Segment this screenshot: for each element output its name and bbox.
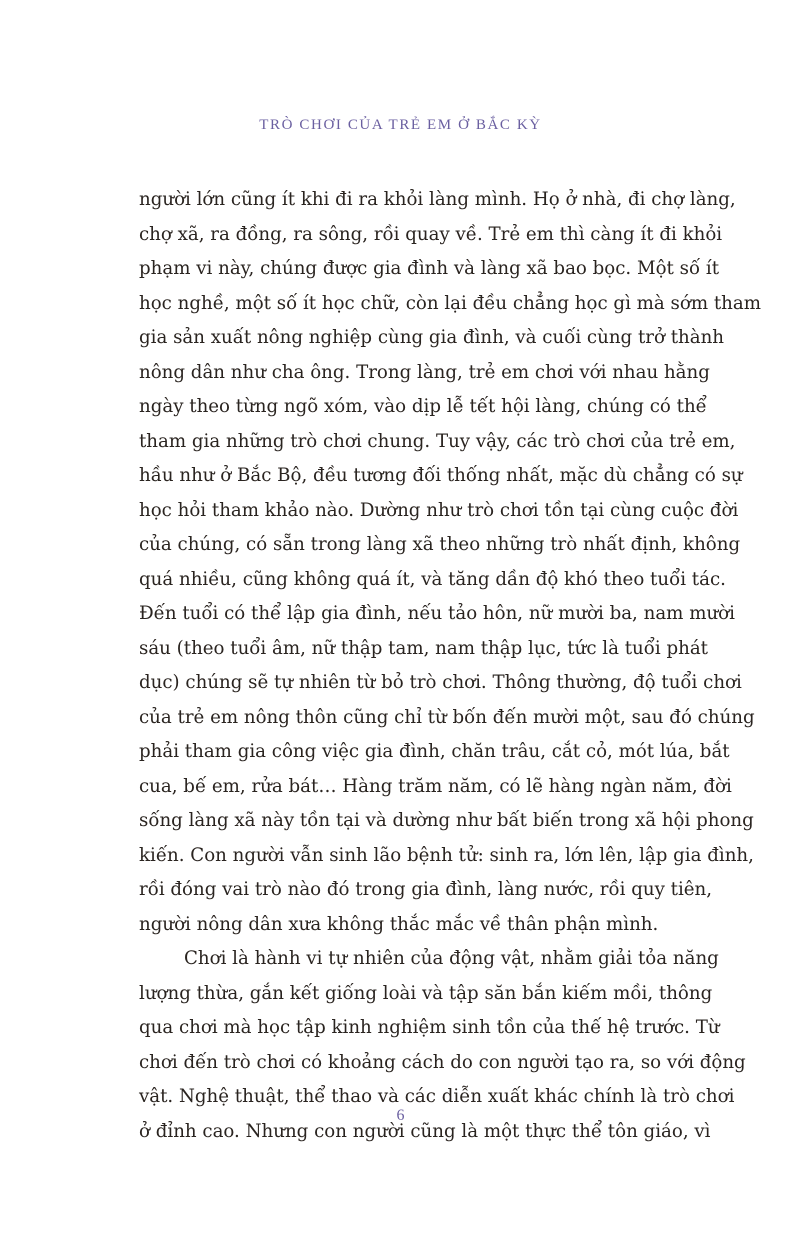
text-line: người lớn cũng ít khi đi ra khỏi làng mình. Họ ở nhà, đi chợ làng, xyxy=(139,189,736,210)
text-line: nông dân như cha ông. Trong làng, trẻ em chơi với nhau hằng xyxy=(139,361,710,383)
text-line: sáu (theo tuổi âm, nữ thập tam, nam thập lục, tức là tuổi phát xyxy=(139,637,708,659)
text-line: chơi đến trò chơi có khoảng cách do con người tạo ra, so với động xyxy=(139,1051,746,1073)
text-line: phạm vi này, chúng được gia đình và làng xã bao bọc. Một số ít xyxy=(139,258,720,279)
text-line: phải tham gia công việc gia đình, chăn trâu, cắt cỏ, mót lúa, bắt xyxy=(139,741,730,762)
text-line: ở đỉnh cao. Nhưng con người cũng là một thực thể tôn giáo, vì xyxy=(139,1120,711,1142)
running-header-title: TRÒ CHƠI CỦA TRẺ EM Ở BẮC KỲ xyxy=(259,117,542,133)
text-line: chợ xã, ra đồng, ra sông, rồi quay về. Trẻ em thì càng ít đi khỏi xyxy=(139,223,723,245)
text-line: ngày theo từng ngõ xóm, vào dịp lễ tết hội làng, chúng có thể xyxy=(139,396,707,417)
text-line: dục) chúng sẽ tự nhiên từ bỏ trò chơi. Thông thường, độ tuổi chơi xyxy=(139,672,742,693)
text-line: qua chơi mà học tập kinh nghiệm sinh tồn của thế hệ trước. Từ xyxy=(139,1017,720,1038)
text-line: vật. Nghệ thuật, thể thao và các diễn xuất khác chính là trò chơi xyxy=(139,1086,735,1107)
text-line: gia sản xuất nông nghiệp cùng gia đình, và cuối cùng trở thành xyxy=(139,327,724,348)
text-line: rồi đóng vai trò nào đó trong gia đình, làng nước, rồi quy tiên, xyxy=(139,879,713,900)
text-line: học nghề, một số ít học chữ, còn lại đều chẳng học gì mà sớm tham xyxy=(139,292,761,314)
paragraph-start-line: Chơi là hành vi tự nhiên của động vật, nhằm giải tỏa năng xyxy=(184,948,719,969)
text-line: của trẻ em nông thôn cũng chỉ từ bốn đến mười một, sau đó chúng xyxy=(139,706,755,728)
text-line: tham gia những trò chơi chung. Tuy vậy, các trò chơi của trẻ em, xyxy=(139,430,736,452)
text-line: hầu như ở Bắc Bộ, đều tương đối thống nhất, mặc dù chẳng có sự xyxy=(139,465,743,486)
page-number: 6 xyxy=(396,1107,405,1124)
text-line: lượng thừa, gắn kết giống loài và tập săn bắn kiếm mồi, thông xyxy=(139,982,713,1004)
text-line: kiến. Con người vẫn sinh lão bệnh tử: sinh ra, lớn lên, lập gia đình, xyxy=(139,844,754,866)
text-line: sống làng xã này tồn tại và dường như bất biến trong xã hội phong xyxy=(139,810,754,831)
text-line: cua, bế em, rửa bát… Hàng trăm năm, có lẽ hàng ngàn năm, đời xyxy=(139,775,732,797)
paragraph-end-line: người nông dân xưa không thắc mắc về thân phận mình. xyxy=(139,913,659,935)
text-line: Đến tuổi có thể lập gia đình, nếu tảo hôn, nữ mười ba, nam mười xyxy=(139,603,735,624)
body-text xyxy=(139,186,761,1152)
text-line: của chúng, có sẵn trong làng xã theo những trò nhất định, không xyxy=(139,534,741,555)
text-line: học hỏi tham khảo nào. Dường như trò chơi tồn tại cùng cuộc đời xyxy=(139,499,739,521)
text-line: quá nhiều, cũng không quá ít, và tăng dần độ khó theo tuổi tác. xyxy=(139,568,726,590)
